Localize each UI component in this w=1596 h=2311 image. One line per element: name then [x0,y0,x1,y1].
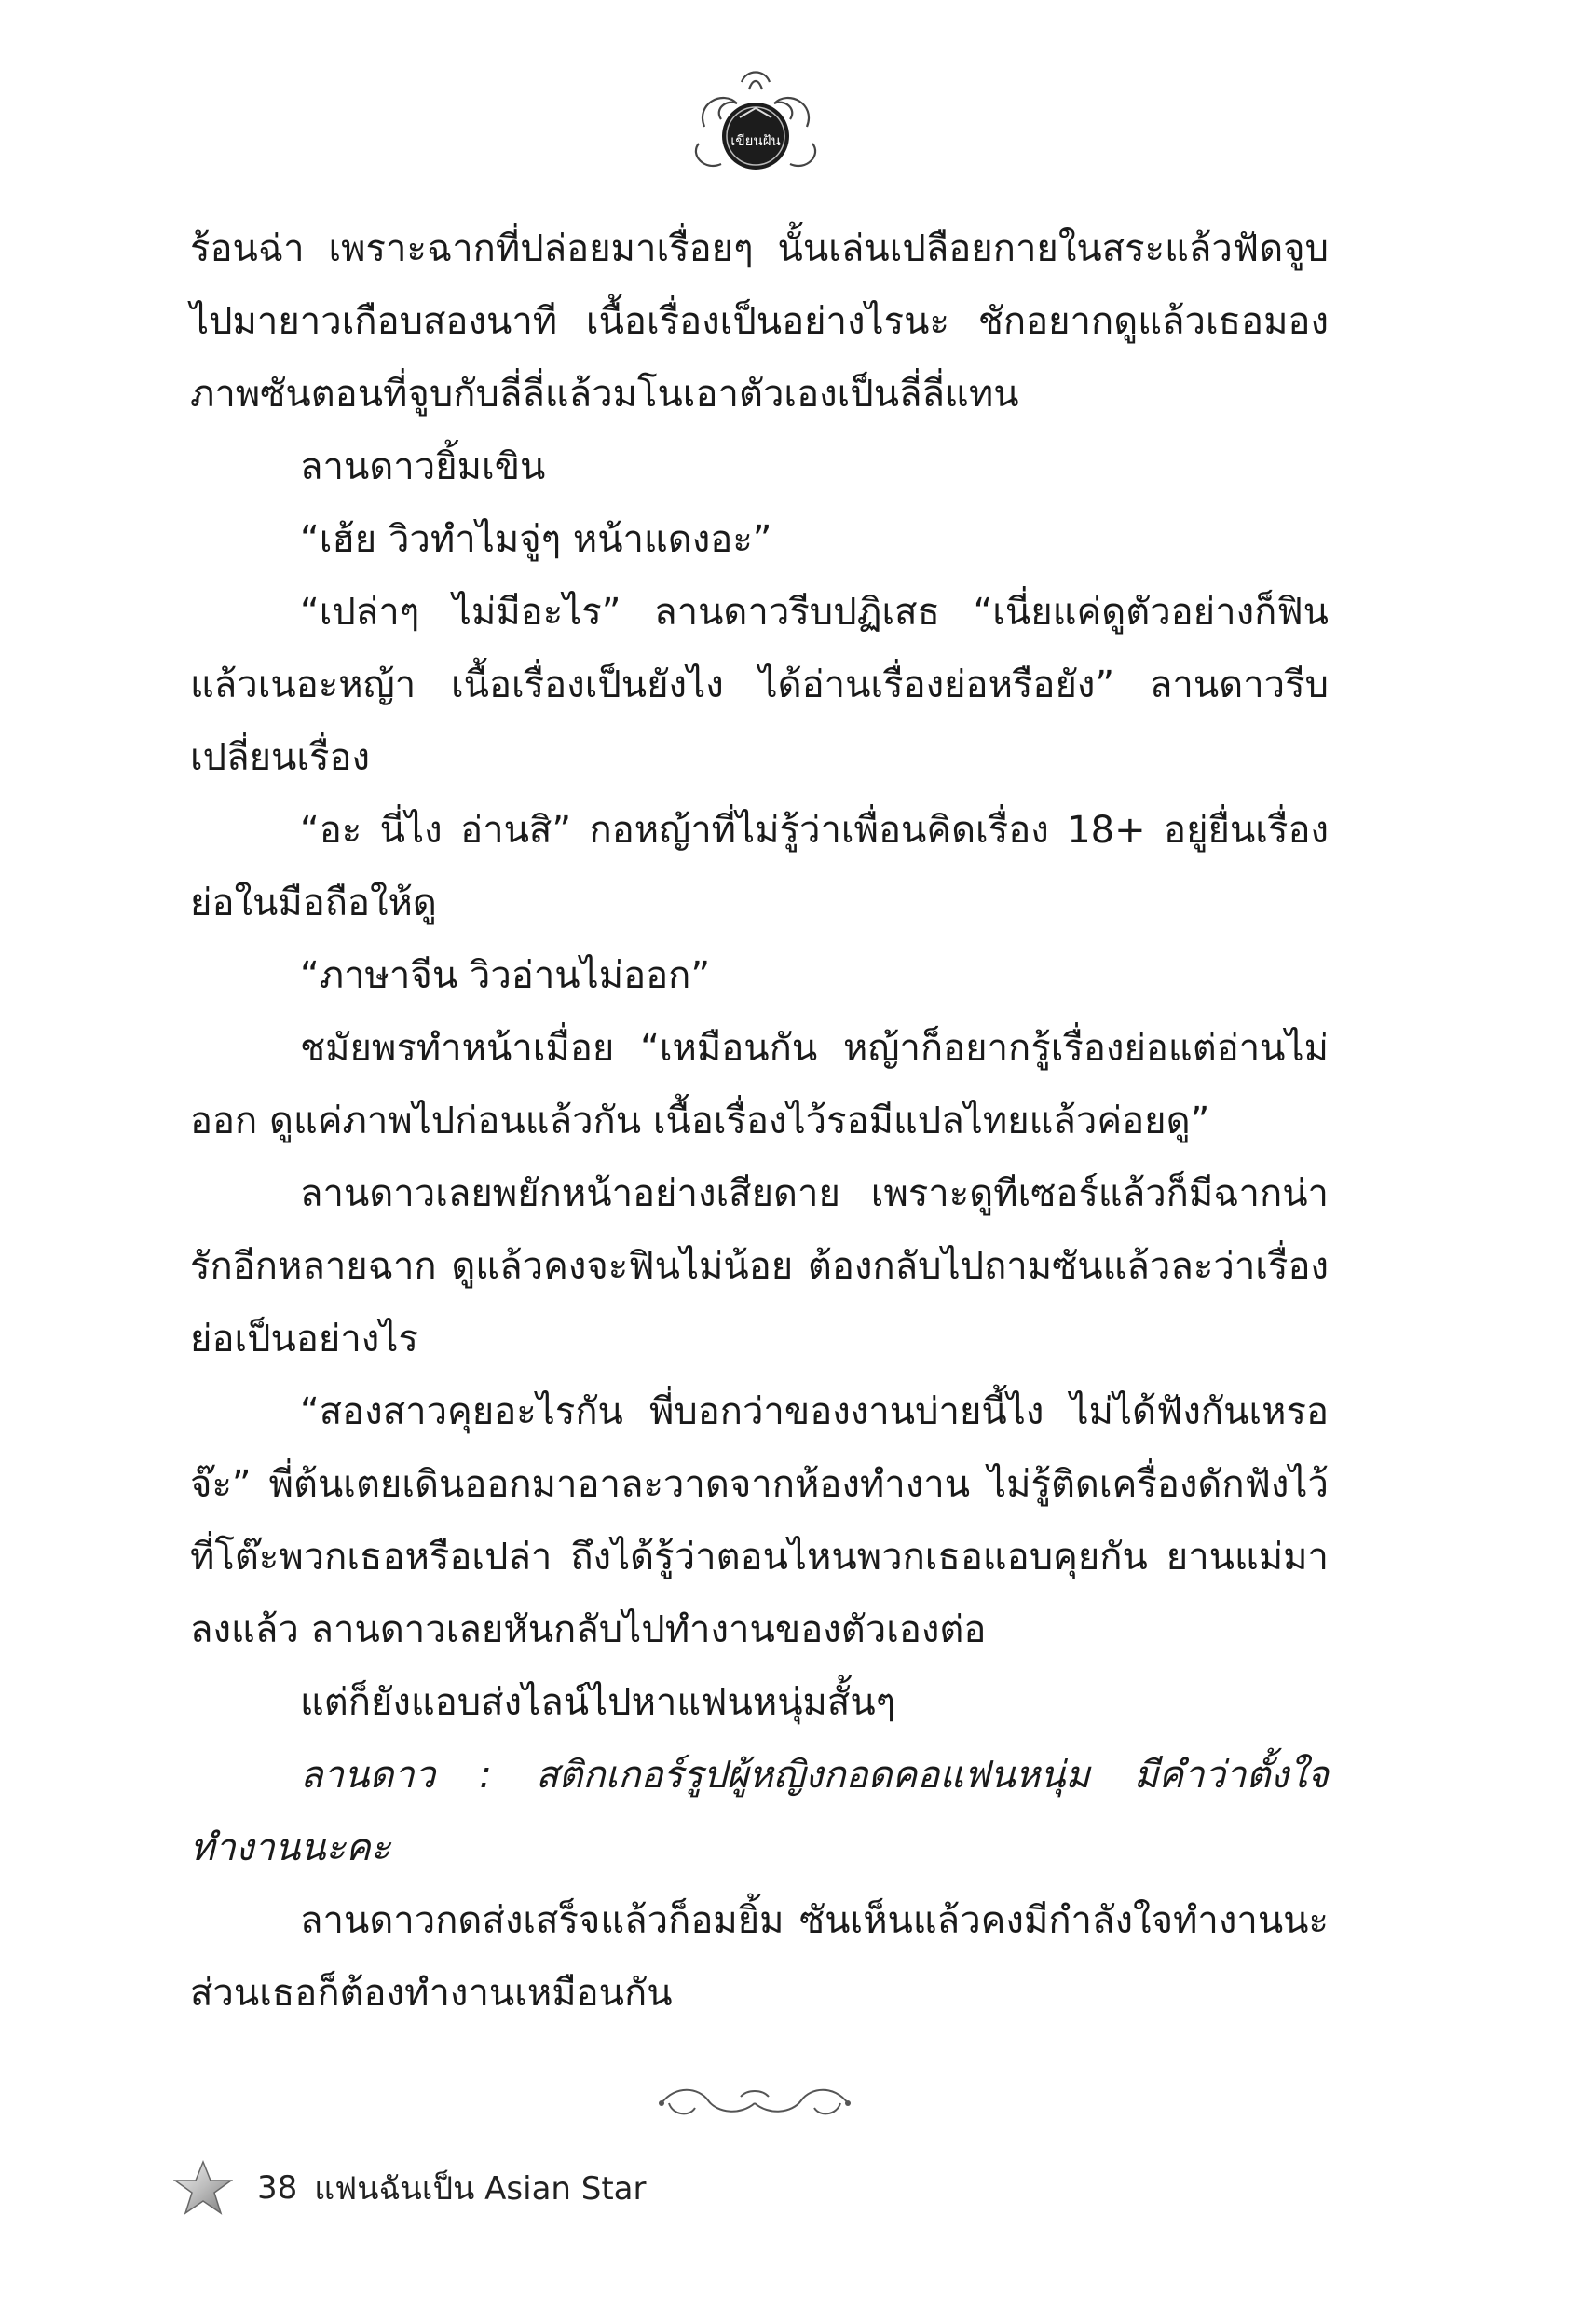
page-number: 38 [257,2169,298,2207]
star-icon [173,2160,233,2216]
book-title: แฟนฉันเป็น Asian Star [314,2170,647,2208]
paragraph: ลานดาวยิ้มเขิน [300,445,546,488]
paragraph: ลานดาวเลยพยักหน้าอย่างเสียดาย เพราะดูทีเซอร์แล้วก็มีฉากน่ารักอีกหลายฉาก ดูแล้วคงจะฟินไม่น้อย ต้องกลับไปถามซันแล้วละว่าเรื่องย่อเป็นอย่างไร [190,1172,1329,1361]
page-footer [173,2160,647,2216]
paragraph: ร้อนฉ่า เพราะฉากที่ปล่อยมาเรื่อยๆ นั้นเล่นเปลือยกายในสระแล้วฟัดจูบไปมายาวเกือบสองนาที เนื้อเรื่องเป็นอย่างไรนะ ชักอยากดูแล้วเธอมองภาพซันตอนที่จูบกับลี่ลี่แล้วมโนเอาตัวเองเป็นลี่ลี่แทน [190,227,1329,416]
ornamental-crest-icon [686,62,825,183]
paragraph: ลานดาวกดส่งเสร็จแล้วก็อมยิ้ม ซันเห็นแล้วคงมีกำลังใจทำงานนะส่วนเธอก็ต้องทำงานเหมือนกัน [190,1899,1329,2015]
paragraph: “สองสาวคุยอะไรกัน พี่บอกว่าของงานบ่ายนี้ไง ไม่ได้ฟังกันเหรอจ๊ะ” พี่ต้นเตยเดินออกมาอาละวาดจากห้องทำงาน ไม่รู้ติดเครื่องดักฟังไว้ที่โต๊ะพวกเธอหรือเปล่า ถึงได้รู้ว่าตอนไหนพวกเธอแอบคุยกัน ยานแม่มาลงแล้ว ลานดาวเลยหันกลับไปทำงานของตัวเองต่อ [190,1390,1329,1651]
paragraph: “ภาษาจีน วิวอ่านไม่ออก” [300,954,711,997]
paragraph: “เฮ้ย วิวทำไมจู่ๆ หน้าแดงอะ” [300,518,772,561]
logo-text: เขียนฝัน [730,132,781,149]
paragraph: “เปล่าๆ ไม่มีอะไร” ลานดาวรีบปฏิเสธ “เนี่ยแค่ดูตัวอย่างก็ฟินแล้วเนอะหญ้า เนื้อเรื่องเป็นยังไง ได้อ่านเรื่องย่อหรือยัง” ลานดาวรีบเปลี่ยนเรื่อง [190,591,1329,779]
paragraph: แต่ก็ยังแอบส่งไลน์ไปหาแฟนหนุ่มสั้นๆ [300,1681,896,1724]
paragraph: ลานดาว : สติกเกอร์รูปผู้หญิงกอดคอแฟนหนุ่ม มีคำว่าตั้งใจทำงานนะคะ [190,1754,1329,1869]
body-text [190,212,1329,2030]
paragraph: “อะ นี่ไง อ่านสิ” กอหญ้าที่ไม่รู้ว่าเพื่อนคิดเรื่อง 18+ อยู่ยื่นเรื่องย่อในมือถือให้ดู [190,809,1329,924]
paragraph: ชมัยพรทำหน้าเมื่อย “เหมือนกัน หญ้าก็อยากรู้เรื่องย่อแต่อ่านไม่ออก ดูแค่ภาพไปก่อนแล้วกัน เนื้อเรื่องไว้รอมีแปลไทยแล้วค่อยดู” [190,1027,1329,1142]
scroll-ornament-icon [652,2080,857,2126]
